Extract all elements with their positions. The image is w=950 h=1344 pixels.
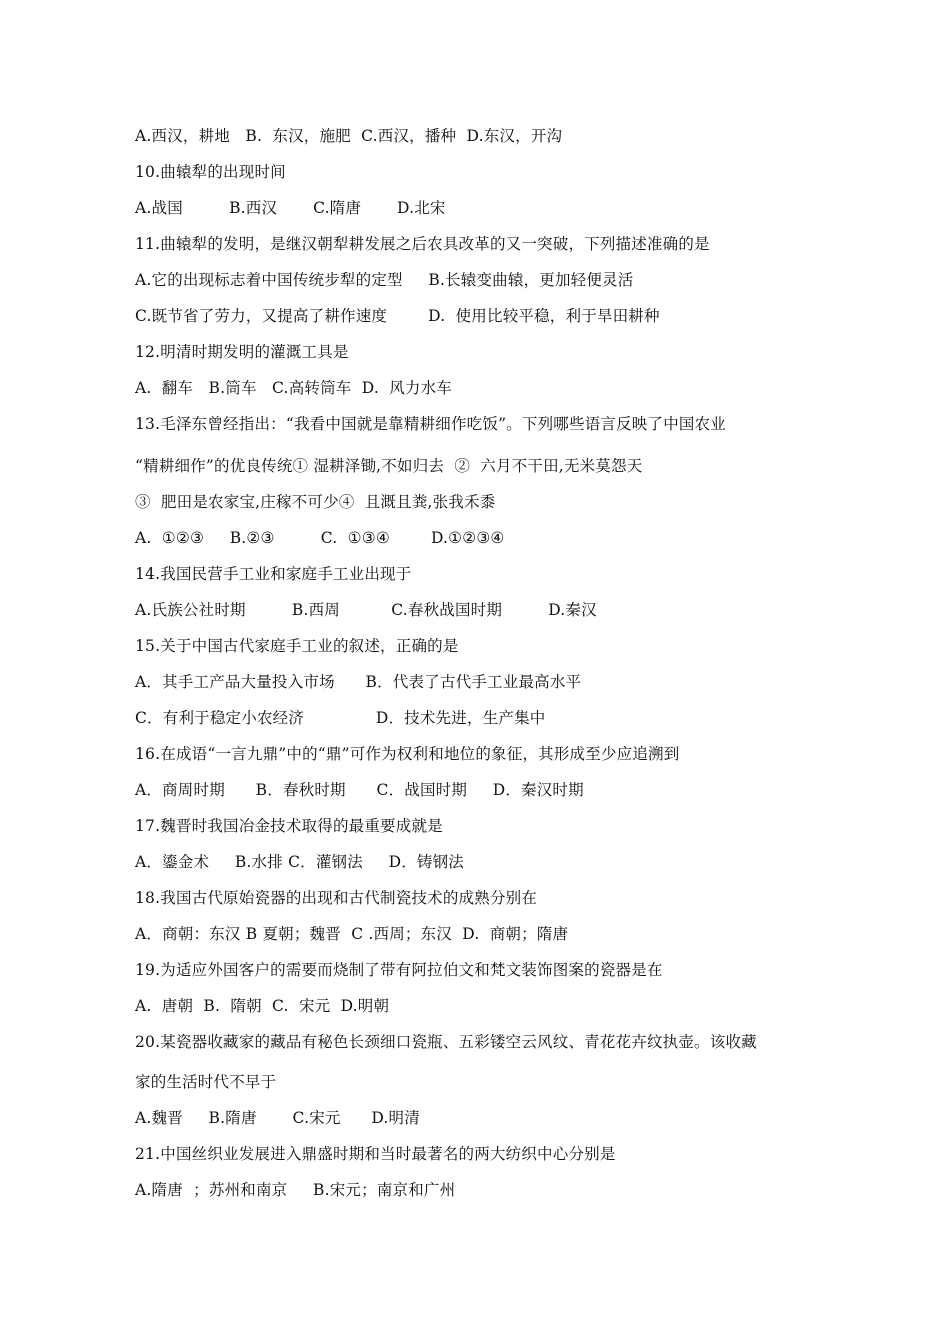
question-13-items: ③ 肥田是农家宝,庄稼不可少④ 且溉且粪,张我禾黍 xyxy=(135,493,496,511)
question-20-cont: 家的生活时代不早于 xyxy=(135,1073,277,1091)
answer-options-13: A. ①②③ B.②③ C. ①③④ D.①②③④ xyxy=(135,529,505,547)
answer-options-20: A.魏晋 B.隋唐 C.宋元 D.明清 xyxy=(135,1109,420,1127)
question-17: 17.魏晋时我国冶金技术取得的最重要成就是 xyxy=(135,817,443,835)
question-13: 13.毛泽东曾经指出：“我看中国就是靠精耕细作吃饭”。下列哪些语言反映了中国农业 xyxy=(135,415,727,433)
answer-options-17: A．鎏金术 B.水排 C．灌钢法 D．铸钢法 xyxy=(135,853,464,871)
answer-options-21: A.隋唐 ；苏州和南京 B.宋元；南京和广州 xyxy=(135,1181,456,1199)
answer-options-16: A．商周时期 B．春秋时期 C．战国时期 D．秦汉时期 xyxy=(135,781,584,799)
answer-options-14: A.氏族公社时期 B.西周 C.春秋战国时期 D.秦汉 xyxy=(135,601,597,619)
answer-options-11-cd: C.既节省了劳力，又提高了耕作速度 D. 使用比较平稳，利于旱田耕种 xyxy=(135,307,660,325)
answer-options-15-ab: A．其手工产品大量投入市场 B．代表了古代手工业最高水平 xyxy=(135,673,582,691)
question-18: 18.我国古代原始瓷器的出现和古代制瓷技术的成熟分别在 xyxy=(135,889,538,907)
question-19: 19.为适应外国客户的需要而烧制了带有阿拉伯文和梵文装饰图案的瓷器是在 xyxy=(135,961,663,979)
question-20: 20.某瓷器收藏家的藏品有秘色长颈细口瓷瓶、五彩镂空云风纹、青花花卉纹执壶。该收藏 xyxy=(135,1033,757,1051)
answer-options-19: A. 唐朝 B. 隋朝 C. 宋元 D.明朝 xyxy=(135,997,390,1015)
question-10: 10.曲辕犁的出现时间 xyxy=(135,163,286,181)
question-14: 14.我国民营手工业和家庭手工业出现于 xyxy=(135,565,412,583)
answer-options-11-ab: A.它的出现标志着中国传统步犁的定型 B.长辕变曲辕，更加轻便灵活 xyxy=(135,271,634,289)
question-11: 11.曲辕犁的发明，是继汉朝犁耕发展之后农具改革的又一突破，下列描述准确的是 xyxy=(135,235,710,253)
question-15: 15.关于中国古代家庭手工业的叙述，正确的是 xyxy=(135,637,459,655)
question-13-cont: “精耕细作”的优良传统① 湿耕泽锄,不如归去 ② 六月不干田,无米莫怨天 xyxy=(135,457,643,475)
question-16: 16.在成语“一言九鼎”中的“鼎”可作为权利和地位的象征，其形成至少应追溯到 xyxy=(135,745,680,763)
answer-options-15-cd: C．有利于稳定小农经济 D．技术先进，生产集中 xyxy=(135,709,546,727)
answer-options-12: A. 翻车 B.筒车 C.高转筒车 D. 风力水车 xyxy=(135,379,452,397)
answer-options-18: A．商朝：东汉 B 夏朝；魏晋 C .西周；东汉 D. 商朝；隋唐 xyxy=(135,925,569,943)
question-21: 21.中国丝织业发展进入鼎盛时期和当时最著名的两大纺织中心分别是 xyxy=(135,1145,616,1163)
answer-options-9: A.西汉，耕地 B. 东汉，施肥 C.西汉，播种 D.东汉，开沟 xyxy=(135,127,563,145)
question-12: 12.明清时期发明的灌溉工具是 xyxy=(135,343,349,361)
answer-options-10: A.战国 B.西汉 C.隋唐 D.北宋 xyxy=(135,199,446,217)
